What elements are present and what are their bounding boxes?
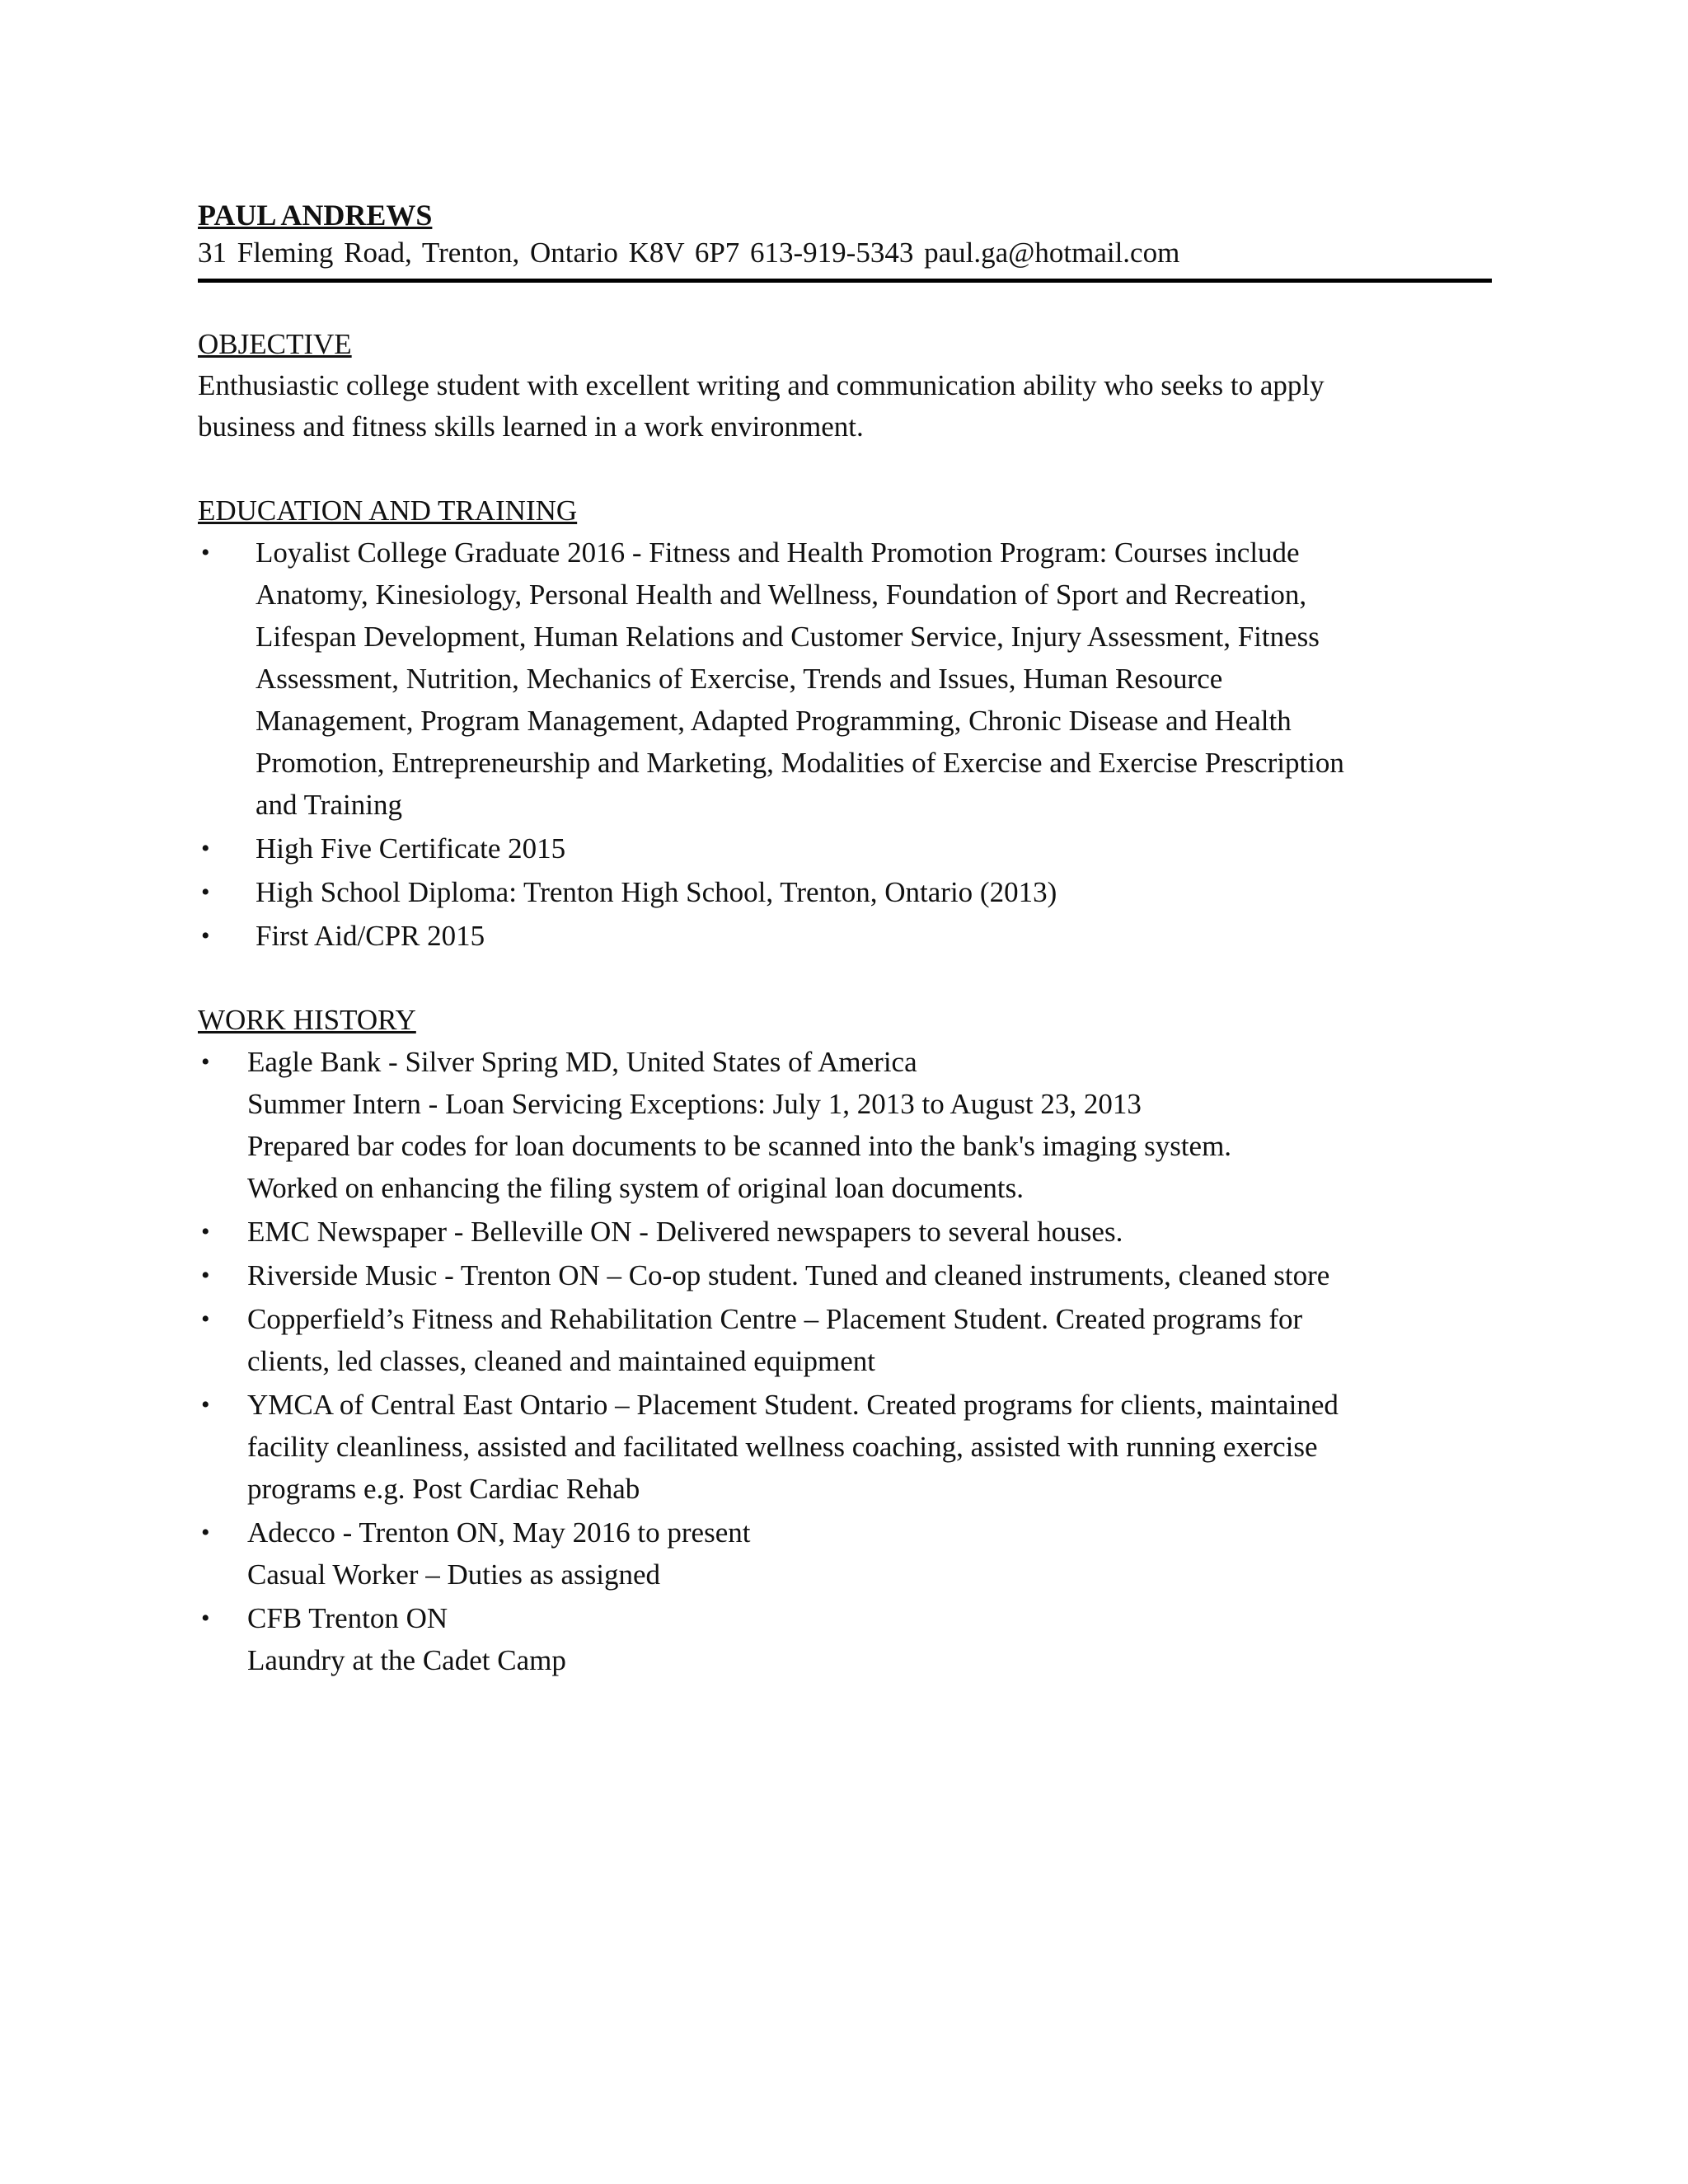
item-line: clients, led classes, cleaned and maintained equipment	[247, 1345, 875, 1377]
bullet-icon: •	[201, 1305, 210, 1333]
item-line: CFB Trenton ON	[247, 1602, 448, 1634]
bullet-icon: •	[201, 1605, 210, 1632]
item-line: YMCA of Central East Ontario – Placement Student. Created programs for clients, maintained	[247, 1389, 1339, 1421]
list-item	[198, 1254, 1492, 1296]
bullet-icon: •	[201, 1262, 210, 1289]
list-item	[198, 1041, 1492, 1209]
bullet-icon: •	[201, 1218, 210, 1245]
header-divider	[198, 279, 1492, 283]
education-section	[198, 490, 1492, 957]
item-line: Eagle Bank - Silver Spring MD, United States of America	[247, 1046, 917, 1078]
item-line: Laundry at the Cadet Camp	[247, 1644, 566, 1676]
item-line: Promotion, Entrepreneurship and Marketing, Modalities of Exercise and Exercise Prescription	[256, 747, 1344, 779]
item-line: Loyalist College Graduate 2016 - Fitness and Health Promotion Program: Courses include	[256, 537, 1300, 569]
item-line: facility cleanliness, assisted and facilitated wellness coaching, assisted with running exercise	[247, 1431, 1318, 1463]
item-line: Casual Worker – Duties as assigned	[247, 1558, 661, 1591]
item-line: Lifespan Development, Human Relations and Customer Service, Injury Assessment, Fitness	[256, 621, 1320, 653]
item-line: First Aid/CPR 2015	[256, 920, 485, 952]
list-item	[198, 1597, 1492, 1681]
item-line: Riverside Music - Trenton ON – Co-op student. Tuned and cleaned instruments, cleaned store	[247, 1259, 1330, 1291]
work-section	[198, 1000, 1492, 1681]
item-line: High School Diploma: Trenton High School, Trenton, Ontario (2013)	[256, 876, 1057, 908]
objective-section	[198, 324, 1492, 448]
item-line: Adecco - Trenton ON, May 2016 to present	[247, 1516, 751, 1549]
list-item	[198, 1211, 1492, 1253]
education-list	[198, 532, 1492, 957]
item-line: and Training	[256, 789, 402, 821]
list-item	[198, 871, 1492, 913]
item-line: Prepared bar codes for loan documents to be scanned into the bank's imaging system.	[247, 1130, 1232, 1162]
item-line: Anatomy, Kinesiology, Personal Health and Wellness, Foundation of Sport and Recreation,	[256, 579, 1307, 611]
list-item	[198, 1384, 1492, 1510]
bullet-icon: •	[201, 835, 210, 862]
work-list	[198, 1041, 1492, 1681]
candidate-name: PAUL ANDREWS	[198, 199, 433, 232]
item-line: High Five Certificate 2015	[256, 832, 566, 865]
work-heading: WORK HISTORY	[198, 1004, 416, 1036]
resume-page	[198, 196, 1492, 1683]
contact-line: 31 Fleming Road, Trenton, Ontario K8V 6P7 613-919-5343 paul.ga@hotmail.com	[198, 237, 1180, 269]
list-item	[198, 532, 1492, 826]
list-item	[198, 1511, 1492, 1596]
objective-heading: OBJECTIVE	[198, 328, 352, 360]
list-item	[198, 827, 1492, 869]
item-line: programs e.g. Post Cardiac Rehab	[247, 1473, 640, 1505]
item-line: Worked on enhancing the filing system of original loan documents.	[247, 1172, 1024, 1204]
bullet-icon: •	[201, 1391, 210, 1418]
item-line: Management, Program Management, Adapted Programming, Chronic Disease and Health	[256, 705, 1292, 737]
item-line: Summer Intern - Loan Servicing Exceptions: July 1, 2013 to August 23, 2013	[247, 1088, 1142, 1120]
bullet-icon: •	[201, 879, 210, 906]
item-line: Copperfield’s Fitness and Rehabilitation Centre – Placement Student. Created programs for	[247, 1303, 1303, 1335]
bullet-icon: •	[201, 539, 210, 566]
list-item	[198, 915, 1492, 957]
bullet-icon: •	[201, 1048, 210, 1076]
objective-line: business and fitness skills learned in a work environment.	[198, 410, 864, 443]
objective-text	[198, 365, 1492, 448]
bullet-icon: •	[201, 1519, 210, 1546]
list-item	[198, 1298, 1492, 1382]
objective-line: Enthusiastic college student with excellent writing and communication ability who seeks to apply	[198, 369, 1325, 401]
item-line: EMC Newspaper - Belleville ON - Delivered newspapers to several houses.	[247, 1216, 1123, 1248]
education-heading: EDUCATION AND TRAINING	[198, 494, 578, 527]
item-line: Assessment, Nutrition, Mechanics of Exercise, Trends and Issues, Human Resource	[256, 663, 1223, 695]
bullet-icon: •	[201, 922, 210, 949]
